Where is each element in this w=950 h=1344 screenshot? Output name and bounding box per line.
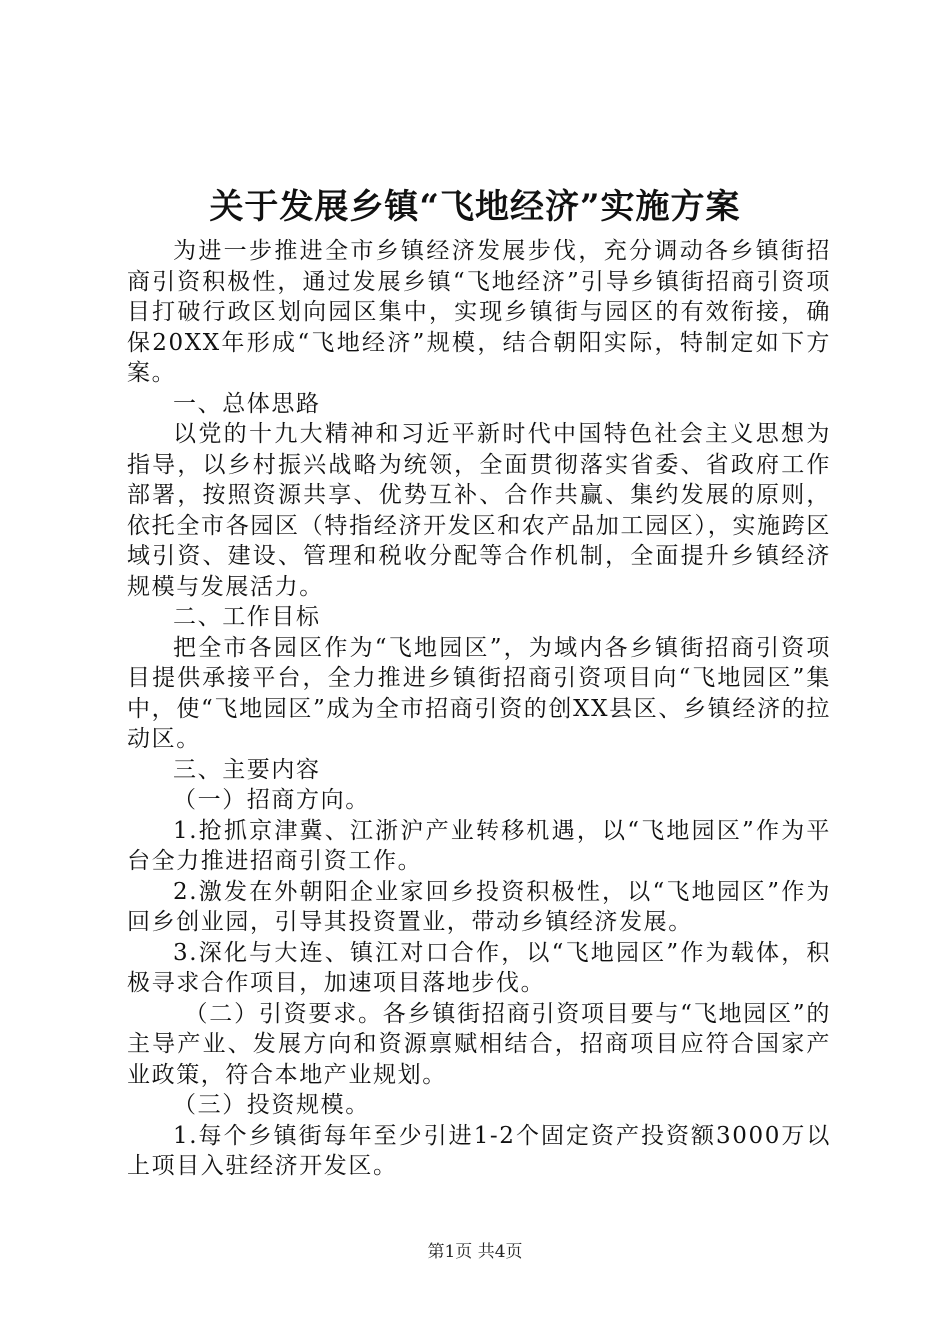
list-item-1: 1.抢抓京津冀、江浙沪产业转移机遇，以“飞地园区”作为平台全力推进招商引资工作。 — [127, 817, 831, 874]
subheading-investment-scale: （三）投资规模。 — [173, 1092, 370, 1118]
subheading-investment-direction: （一）招商方向。 — [173, 787, 370, 813]
list-item-scale-1: 1.每个乡镇街每年至少引进1-2个固定资产投资额3000万以上项目入驻经济开发区。 — [127, 1122, 831, 1179]
list-item-3: 3.深化与大连、镇江对口合作，以“飞地园区”作为载体，积极寻求合作项目，加速项目落地步伐。 — [127, 939, 831, 996]
paragraph-work-goals: 把全市各园区作为“飞地园区”，为域内各乡镇街招商引资项目提供承接平台，全力推进乡镇街招商引资项目向“飞地园区”集中，使“飞地园区”成为全市招商引资的创XX县区、乡镇经济的拉动区。 — [127, 634, 831, 752]
heading-main-content: 三、主要内容 — [173, 756, 321, 783]
heading-work-goals: 二、工作目标 — [173, 604, 321, 630]
list-item-2: 2.激发在外朝阳企业家回乡投资积极性，以“飞地园区”作为回乡创业园，引导其投资置业，带动乡镇经济发展。 — [127, 878, 831, 935]
paragraph-intro: 为进一步推进全市乡镇经济发展步伐，充分调动各乡镇街招商引资积极性，通过发展乡镇“飞地经济”引导乡镇街招商引资项目打破行政区划向园区集中，实现乡镇街与园区的有效衔接，确保20XX年形成“飞地经济”规模，结合朝阳实际，特制定如下方案。 — [127, 238, 831, 386]
paragraph-overall-approach: 以党的十九大精神和习近平新时代中国特色社会主义思想为指导，以乡村振兴战略为统领，全面贯彻落实省委、省政府工作部署，按照资源共享、优势互补、合作共赢、集约发展的原则，依托全市各园区（特指经济开发区和农产品加工园区），实施跨区域引资、建设、管理和税收分配等合作机制，全面提升乡镇经济规模与发展活力。 — [127, 421, 831, 600]
document-title: 关于发展乡镇“飞地经济”实施方案 — [209, 187, 741, 227]
page-footer: 第1页 共4页 — [427, 1242, 523, 1262]
heading-overall-approach: 一、总体思路 — [173, 390, 321, 417]
document-body — [127, 236, 831, 1182]
paragraph-investment-requirements: （二）引资要求。各乡镇街招商引资项目要与“飞地园区”的主导产业、发展方向和资源禀赋相结合，招商项目应符合国家产业政策，符合本地产业规划。 — [127, 1000, 831, 1088]
